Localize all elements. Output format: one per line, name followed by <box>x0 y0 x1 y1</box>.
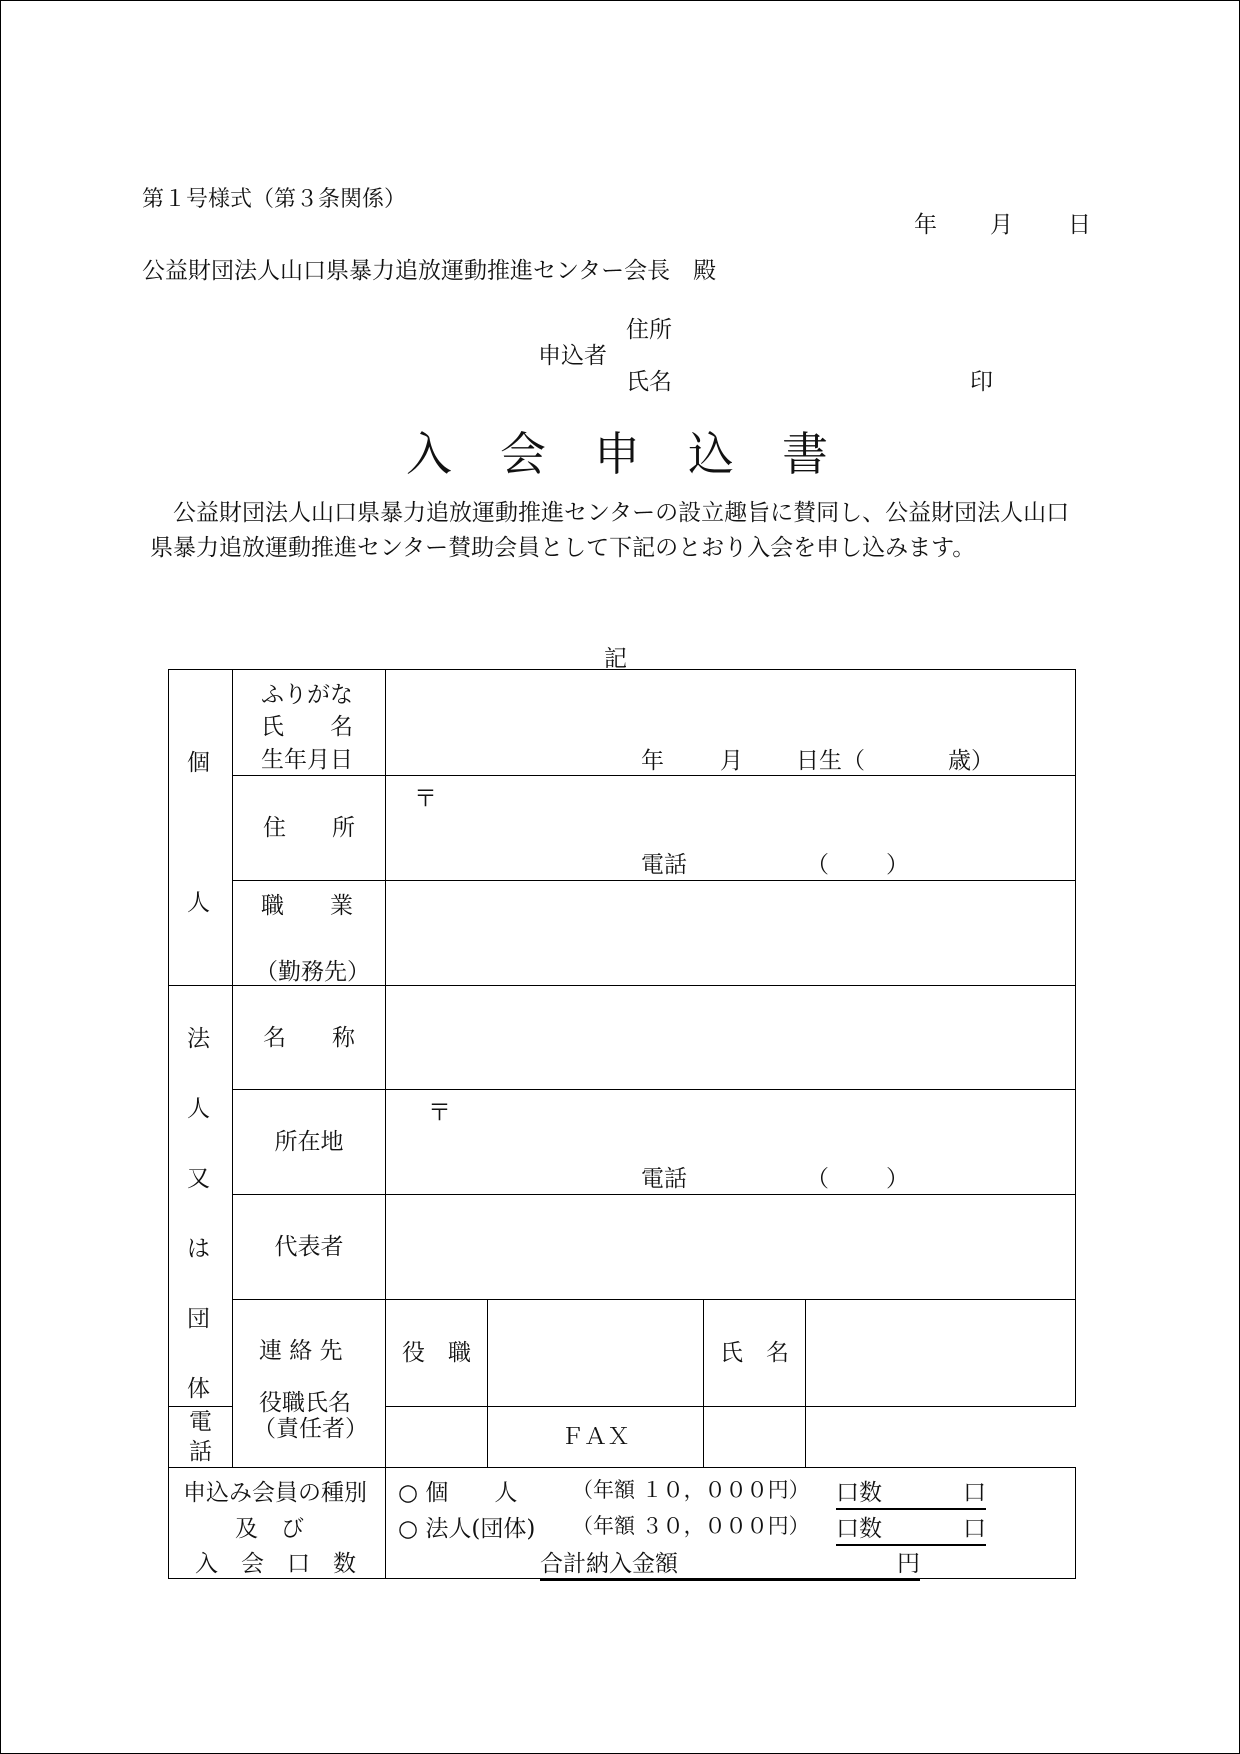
form-number: 第１号様式（第３条関係） <box>142 187 407 212</box>
applicant-label: 申込者 <box>538 343 607 369</box>
corporate-side-2: 人 <box>187 1096 210 1122</box>
membership-options-cell <box>386 1468 1076 1579</box>
birthdate-label: 生年月日 <box>261 747 353 773</box>
address-input-cell[interactable] <box>386 776 1076 881</box>
date-year: 年 <box>914 212 937 238</box>
person-name-input-cell[interactable] <box>806 1300 1076 1407</box>
birth-year: 年 <box>641 748 664 774</box>
occupation-label-cell <box>233 881 386 986</box>
location-label: 所在地 <box>274 1129 344 1155</box>
birth-month: 月 <box>720 748 743 774</box>
option-individual[interactable]: ○ 個 人 <box>398 1480 518 1506</box>
position-label: 役 職 <box>402 1340 471 1366</box>
name-input-cell[interactable] <box>386 670 1076 776</box>
position-input-cell[interactable] <box>488 1300 704 1407</box>
phone-label: 電話 <box>641 852 687 878</box>
individual-side <box>169 670 233 986</box>
option-individual-fee: （年額 １０，０００円） <box>572 1478 810 1502</box>
corporate-side-1: 法 <box>187 1026 210 1052</box>
row-contact-1 <box>169 1300 1076 1407</box>
row-name <box>169 670 1076 776</box>
units-label-1: 口数 <box>836 1480 882 1506</box>
units-suffix-2: 口 <box>963 1516 986 1542</box>
row-corp-name <box>169 986 1076 1090</box>
individual-side-bottom: 人 <box>187 889 210 916</box>
address-label: 住 所 <box>263 815 355 841</box>
membership-label-3: 入 会 口 数 <box>195 1551 356 1577</box>
membership-label-2: 及 び <box>235 1516 304 1542</box>
fax-label: ＦＡＸ <box>561 1424 630 1450</box>
person-name-label-cell <box>704 1300 806 1407</box>
corporate-side-6: 体 <box>187 1376 210 1402</box>
name-label: 氏 名 <box>261 714 353 740</box>
seal-mark: 印 <box>970 369 993 395</box>
corp-name-input-cell[interactable] <box>386 986 1076 1090</box>
application-table <box>168 669 1076 1579</box>
membership-label-cell <box>169 1468 386 1579</box>
birth-day: 日生（ <box>796 748 865 774</box>
corp-name-label: 名 称 <box>263 1024 355 1051</box>
contact-label: 連 絡 先 <box>259 1337 343 1364</box>
location-input-cell[interactable] <box>386 1090 1076 1195</box>
position-label-cell <box>386 1300 488 1407</box>
units-suffix-1: 口 <box>963 1480 986 1506</box>
addressee: 公益財団法人山口県暴力追放運動推進センター会長 殿 <box>142 258 717 284</box>
row-occupation <box>169 881 1076 986</box>
row-corp-location <box>169 1090 1076 1195</box>
workplace-label: （勤務先） <box>255 959 370 985</box>
corp-name-label-cell <box>233 986 386 1090</box>
ki-label: 記 <box>604 646 627 672</box>
corporate-side-3: 又 <box>187 1166 210 1192</box>
yen-label: 円 <box>897 1551 920 1577</box>
postal-mark: 〒 <box>414 786 437 812</box>
corporate-side-5: 団 <box>187 1306 210 1332</box>
units-field-1[interactable] <box>836 1474 986 1510</box>
total-field[interactable] <box>540 1545 920 1581</box>
contact-responsible-label: （責任者） <box>253 1415 368 1442</box>
total-label: 合計納入金額 <box>540 1551 678 1577</box>
location-label-cell <box>233 1090 386 1195</box>
phone-paren-open: （ <box>806 852 829 878</box>
phone-paren-close: ） <box>886 852 909 878</box>
intro-paragraph: 公益財団法人山口県暴力追放運動推進センターの設立趣旨に賛同し、公益財団法人山口県暴力追放運動推進センター賛助会員として下記のとおり入会を申し込みます。 <box>150 500 1070 561</box>
corp-phone-paren-close: ） <box>886 1166 909 1192</box>
representative-label: 代表者 <box>274 1234 344 1260</box>
document-title: 入会申込書 <box>406 427 876 481</box>
person-name-label: 氏 名 <box>720 1340 789 1366</box>
individual-side-top: 個 <box>187 749 210 776</box>
applicant-name-label: 氏名 <box>626 369 672 395</box>
occupation-label: 職 業 <box>261 893 353 919</box>
corp-phone-paren-open: （ <box>806 1166 829 1192</box>
corp-postal-mark: 〒 <box>428 1100 451 1126</box>
option-corporate[interactable]: ○ 法人(団体) <box>398 1516 536 1542</box>
row-representative <box>169 1195 1076 1300</box>
corporate-side <box>169 986 233 1407</box>
representative-label-cell <box>233 1195 386 1300</box>
units-label-2: 口数 <box>836 1516 882 1542</box>
representative-input-cell[interactable] <box>386 1195 1076 1300</box>
row-membership <box>169 1468 1076 1579</box>
address-label-cell <box>233 776 386 881</box>
tel-input-cell[interactable] <box>386 1407 488 1468</box>
row-address <box>169 776 1076 881</box>
date-month: 月 <box>990 212 1013 238</box>
applicant-address-label: 住所 <box>626 317 672 343</box>
date-day: 日 <box>1068 212 1091 238</box>
corp-phone-label: 電話 <box>641 1166 687 1192</box>
contact-title-label: 役職氏名 <box>259 1389 351 1416</box>
tel-label-cell <box>169 1407 233 1468</box>
fax-input-cell[interactable] <box>704 1407 806 1468</box>
membership-label-1: 申込み会員の種別 <box>183 1480 367 1506</box>
tel-label: 電 話 <box>189 1409 235 1465</box>
occupation-input-cell[interactable] <box>386 881 1076 986</box>
age-label: 歳） <box>948 748 994 774</box>
name-label-cell <box>233 670 386 776</box>
fax-label-cell <box>488 1407 704 1468</box>
option-corporate-fee: （年額 ３０，０００円） <box>572 1514 810 1538</box>
contact-label-cell <box>233 1300 386 1468</box>
corporate-side-4: は <box>187 1236 210 1262</box>
furigana-label: ふりがな <box>261 682 353 708</box>
units-field-2[interactable] <box>836 1510 986 1546</box>
